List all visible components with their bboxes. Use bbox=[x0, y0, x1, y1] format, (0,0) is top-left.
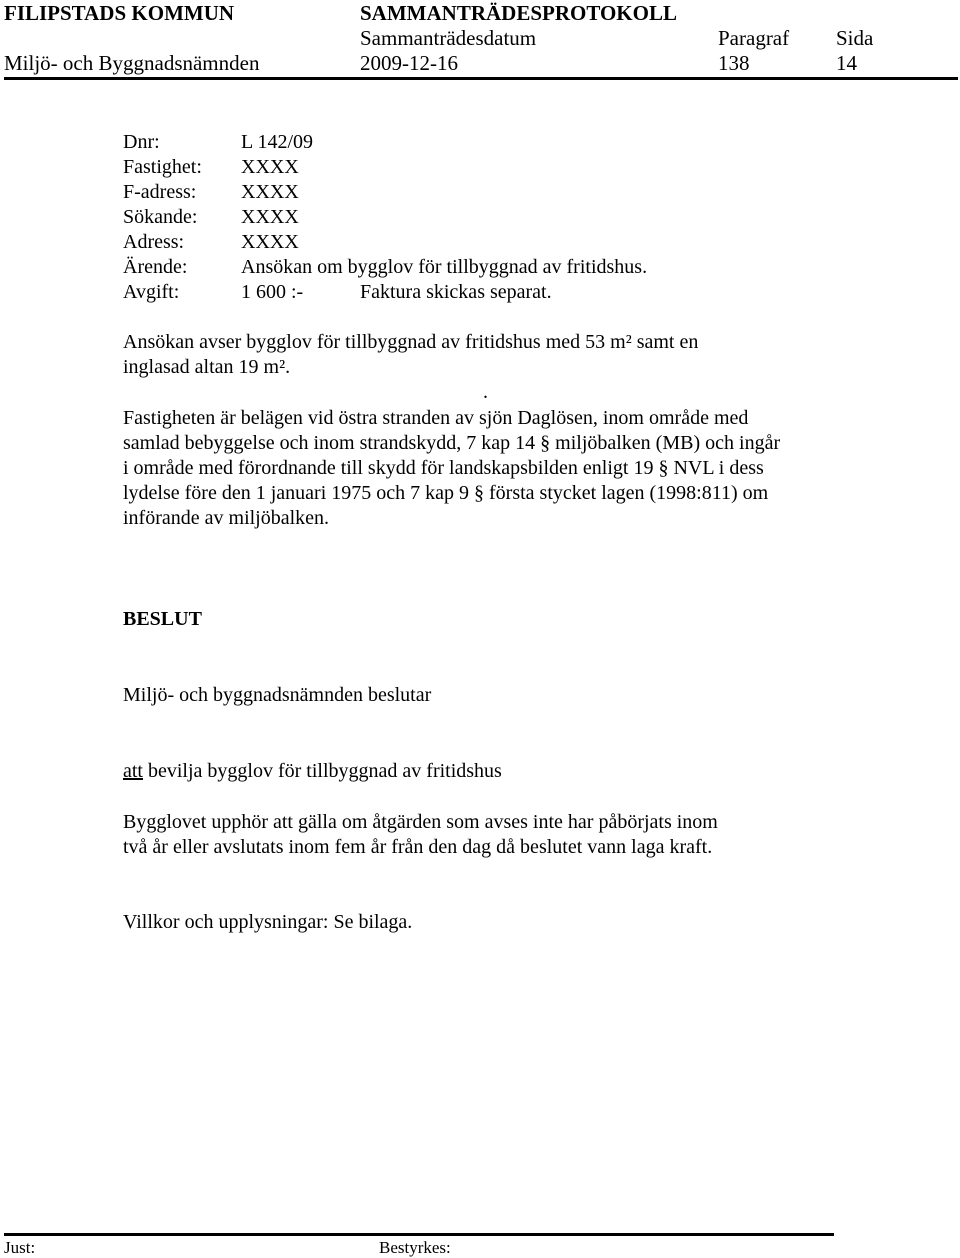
header-rule bbox=[4, 77, 958, 80]
field-label-fastighet: Fastighet: bbox=[123, 156, 202, 178]
property-line-5: införande av miljöbalken. bbox=[123, 507, 330, 529]
field-label-dnr: Dnr: bbox=[123, 131, 160, 153]
validity-line-2: två år eller avslutats inom fem år från den dag då beslutet vann laga kraft. bbox=[123, 836, 713, 858]
validity-line-1: Bygglovet upphör att gälla om åtgärden som avses inte har påbörjats inom bbox=[123, 811, 718, 833]
field-value-adress: XXXX bbox=[241, 231, 299, 253]
meeting-date: 2009-12-16 bbox=[360, 51, 458, 75]
page-column-label: Sida bbox=[836, 26, 874, 50]
property-line-4: lydelse före den 1 januari 1975 och 7 kap 9 § första stycket lagen (1998:811) om bbox=[123, 482, 769, 504]
decision-heading: BESLUT bbox=[123, 608, 202, 630]
committee-name: Miljö- och Byggnadsnämnden bbox=[4, 51, 260, 75]
application-line-1: Ansökan avser bygglov för tillbyggnad av fritidshus med 53 m² samt en bbox=[123, 331, 699, 353]
paragraph-number: 138 bbox=[718, 51, 750, 75]
field-value-f-adress: XXXX bbox=[241, 181, 299, 203]
decision-intro: Miljö- och byggnadsnämnden beslutar bbox=[123, 684, 432, 706]
bestyrkes-label: Bestyrkes: bbox=[379, 1238, 451, 1257]
field-label-sokande: Sökande: bbox=[123, 206, 198, 228]
document-type: SAMMANTRÄDESPROTOKOLL bbox=[360, 1, 677, 25]
just-label: Just: bbox=[4, 1238, 36, 1257]
property-paragraph bbox=[123, 406, 843, 531]
field-label-avgift: Avgift: bbox=[123, 281, 180, 303]
field-value-arende: Ansökan om bygglov för tillbyggnad av fritidshus. bbox=[241, 256, 648, 278]
field-value-fastighet: XXXX bbox=[241, 156, 299, 178]
property-line-1: Fastigheten är belägen vid östra stranden av sjön Daglösen, inom område med bbox=[123, 407, 749, 429]
application-paragraph bbox=[123, 330, 843, 380]
municipality-name: FILIPSTADS KOMMUN bbox=[4, 1, 235, 25]
field-label-arende: Ärende: bbox=[123, 256, 188, 278]
field-label-f-adress: F-adress: bbox=[123, 181, 197, 203]
invoice-note: Faktura skickas separat. bbox=[360, 281, 552, 303]
stray-dot: . bbox=[483, 381, 488, 403]
conditions-note: Villkor och upplysningar: Se bilaga. bbox=[123, 911, 413, 933]
validity-paragraph bbox=[123, 810, 843, 860]
property-line-2: samlad bebyggelse och inom strandskydd, 7 kap 14 § miljöbalken (MB) och ingår bbox=[123, 432, 781, 454]
paragraph-column-label: Paragraf bbox=[718, 26, 790, 50]
field-label-adress: Adress: bbox=[123, 231, 185, 253]
date-column-label: Sammanträdesdatum bbox=[360, 26, 537, 50]
decision-clause bbox=[123, 759, 502, 784]
field-value-sokande: XXXX bbox=[241, 206, 299, 228]
field-value-dnr: L 142/09 bbox=[241, 131, 314, 153]
field-value-avgift: 1 600 :- bbox=[241, 281, 304, 303]
decision-clause-text: bevilja bygglov för tillbyggnad av fritidshus bbox=[143, 760, 502, 782]
property-line-3: i område med förordnande till skydd för landskapsbilden enligt 19 § NVL i dess bbox=[123, 457, 764, 479]
application-line-2: inglasad altan 19 m². bbox=[123, 356, 291, 378]
footer-rule bbox=[4, 1233, 834, 1236]
att-keyword: att bbox=[123, 760, 143, 782]
page-number: 14 bbox=[836, 51, 857, 75]
